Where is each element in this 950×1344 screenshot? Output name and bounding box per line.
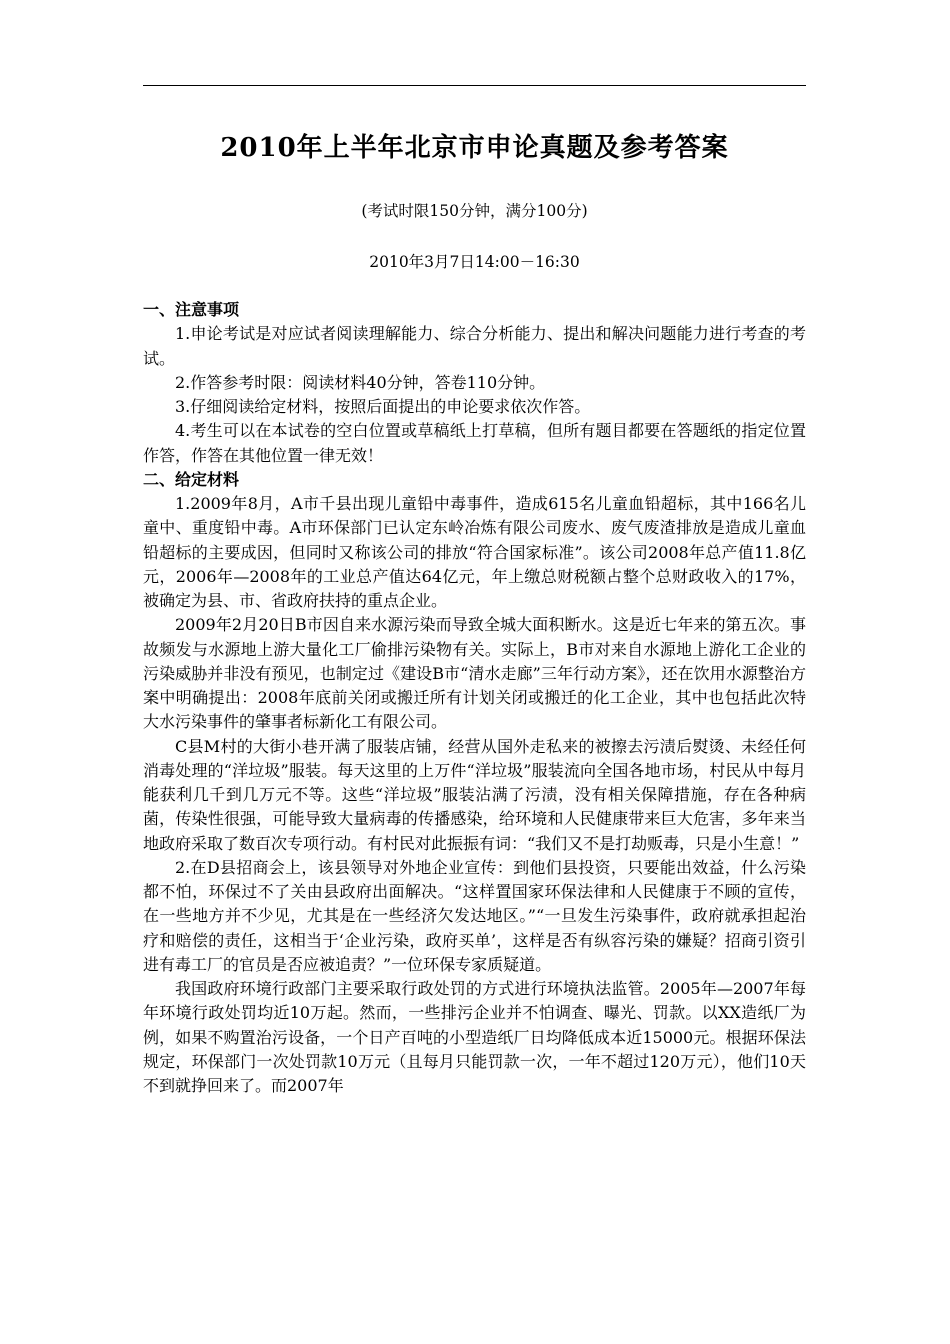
material-paragraph-1: 1.2009年8月，A市千县出现儿童铅中毒事件，造成615名儿童血铅超标，其中166名儿童中、重度铅中毒。A市环保部门已认定东岭冶炼有限公司废水、废气废渣排放是造成儿童血铅超标的主要成因，但同时又称该公司的排放“符合国家标准”。该公司2008年总产值11.8亿元，2006年—2008年的工业总产值达64亿元，年上缴总财税额占整个总财政收入的17%，被确定为县、市、省政府扶持的重点企业。 — [143, 494, 806, 610]
notes-paragraph-3: 3.仔细阅读给定材料，按照后面提出的申论要求依次作答。 — [175, 397, 591, 416]
material-paragraph-2: 2009年2月20日B市因自来水源污染而导致全城大面积断水。这是近七年来的第五次。事故频发与水源地上游大量化工厂偷排污染物有关。实际上，B市对来自水源地上游化工企业的污染威胁并非没有预见，也制定过《建设B市“清水走廊”三年行动方案》，还在饮用水源整治方案中明确提出：2008年底前关闭或搬迁所有计划关闭或搬迁的化工企业，其中也包括此次特大水污染事件的肇事者标新化工有限公司。 — [143, 615, 806, 732]
notes-paragraph-4: 4.考生可以在本试卷的空白位置或草稿纸上打草稿，但所有题目都要在答题纸的指定位置作答，作答在其他位置一律无效！ — [143, 421, 806, 465]
header-rule — [143, 85, 806, 86]
document-title: 2010年上半年北京市申论真题及参考答案 — [220, 133, 729, 163]
material-paragraph-5: 我国政府环境行政部门主要采取行政处罚的方式进行环境执法监管。2005年—2007年每年环境行政处罚均近10万起。然而，一些排污企业并不怕调查、曝光、罚款。以XX造纸厂为例，如果不购置治污设备，一个日产百吨的小型造纸厂日均降低成本近15000元。根据环保法规定，环保部门一次处罚款10万元（且每月只能罚款一次，一年不超过120万元），他们10天不到就挣回来了。而2007年 — [143, 979, 806, 1095]
material-paragraph-4: 2.在D县招商会上，该县领导对外地企业宣传：到他们县投资，只要能出效益，什么污染都不怕，环保过不了关由县政府出面解决。“这样置国家环保法律和人民健康于不顾的宣传，在一些地方并不少见，尤其是在一些经济欠发达地区。”“一旦发生污染事件，政府就承担起治疗和赔偿的责任，这相当于‘企业污染，政府买单’，这样是否有纵容污染的嫌疑？招商引资引进有毒工厂的官员是否应被追责？”一位环保专家质疑道。 — [143, 857, 806, 974]
exam-duration-note: (考试时限150分钟，满分100分) — [361, 202, 588, 220]
exam-date-time: 2010年3月7日14:00－16:30 — [369, 253, 580, 271]
section-heading-notes: 一、注意事项 — [143, 300, 240, 319]
notes-paragraph-1: 1.申论考试是对应试者阅读理解能力、综合分析能力、提出和解决问题能力进行考查的考试。 — [143, 324, 806, 368]
section-heading-materials: 二、给定材料 — [143, 469, 240, 489]
document-body — [143, 298, 806, 1098]
material-paragraph-3: C县M村的大街小巷开满了服装店铺，经营从国外走私来的被擦去污渍后熨烫、未经任何消毒处理的“洋垃圾”服装。每天这里的上万件“洋垃圾”服装流向全国各地市场，村民从中每月能获利几千到几万元不等。这些“洋垃圾”服装沾满了污渍，没有相关保障措施，存在各种病菌，传染性很强，可能导致大量病毒的传播感染，给环境和人民健康带来巨大危害，多年来当地政府采取了数百次专项行动。有村民对此振振有词：“我们又不是打劫贩毒，只是小生意！” — [143, 736, 806, 853]
notes-paragraph-2: 2.作答参考时限：阅读材料40分钟，答卷110分钟。 — [175, 372, 546, 392]
